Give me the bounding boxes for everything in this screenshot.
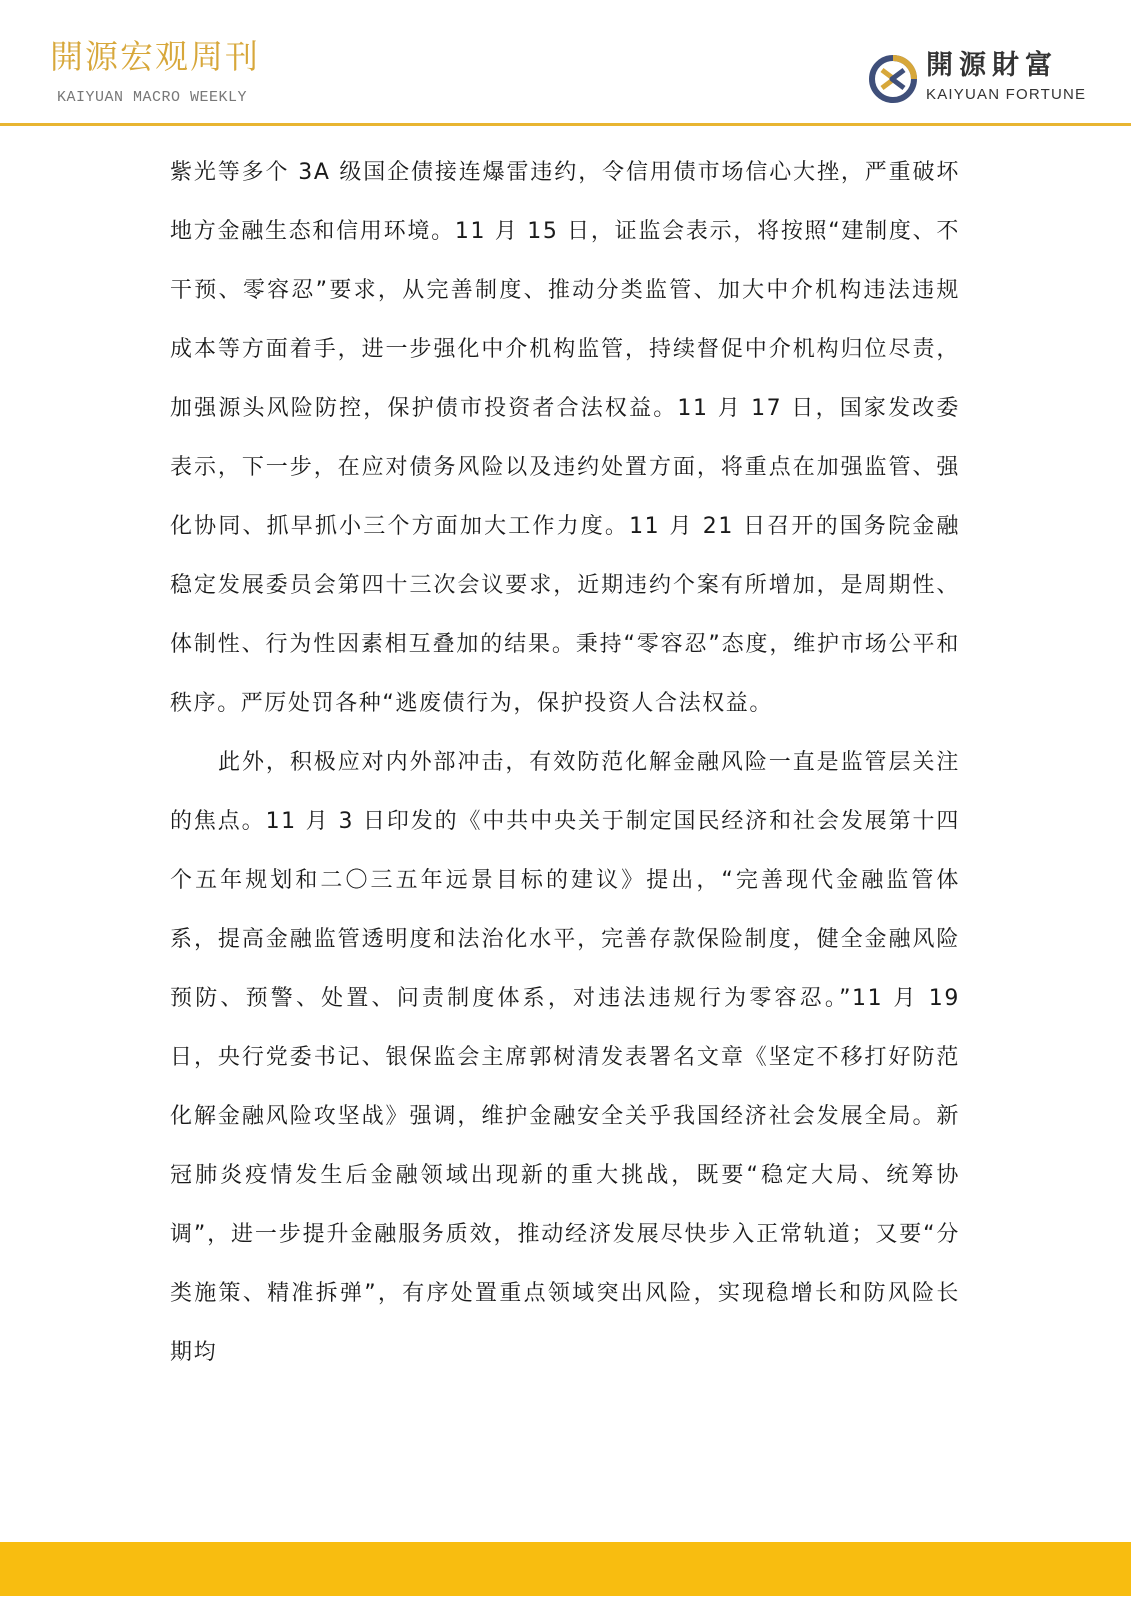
- company-logo: [868, 52, 1118, 108]
- header-divider: [0, 123, 1131, 126]
- article-body: [170, 143, 960, 1382]
- logo-english-name: KAIYUAN FORTUNE: [926, 86, 1087, 103]
- kaiyuan-logo-icon: [868, 54, 918, 104]
- paragraph: 此外，积极应对内外部冲击，有效防范化解金融风险一直是监管层关注的焦点。11 月 3 日印发的《中共中央关于制定国民经济和社会发展第十四个五年规划和二〇三五年远景目标的建议》提出，“完善现代金融监管体系，提高金融监管透明度和法治化水平，完善存款保险制度，健全金融风险预防、预警、处置、问责制度体系，对违法违规行为零容忍。”11 月 19 日，央行党委书记、银保监会主席郭树清发表署名文章《坚定不移打好防范化解金融风险攻坚战》强调，维护金融安全关乎我国经济社会发展全局。新冠肺炎疫情发生后金融领域出现新的重大挑战，既要“稳定大局、统筹协调”，进一步提升金融服务质效，推动经济发展尽快步入正常轨道；又要“分类施策、精准拆弹”，有序处置重点领域突出风险，实现稳增长和防风险长期均: [170, 750, 960, 1365]
- publication-subtitle: KAIYUAN MACRO WEEKLY: [57, 89, 248, 106]
- logo-chinese-name: 開源財富: [926, 50, 1058, 81]
- footer-bar: [0, 1542, 1131, 1596]
- page-header: [0, 0, 1131, 128]
- publication-title: 開源宏观周刊: [50, 37, 260, 76]
- paragraph: 紫光等多个 3A 级国企债接连爆雷违约，令信用债市场信心大挫，严重破坏地方金融生态和信用环境。11 月 15 日，证监会表示，将按照“建制度、不干预、零容忍”要求，从完善制度、推动分类监管、加大中介机构违法违规成本等方面着手，进一步强化中介机构监管，持续督促中介机构归位尽责，加强源头风险防控，保护债市投资者合法权益。11 月 17 日，国家发改委表示，下一步，在应对债务风险以及违约处置方面，将重点在加强监管、强化协同、抓早抓小三个方面加大工作力度。11 月 21 日召开的国务院金融稳定发展委员会第四十三次会议要求，近期违约个案有所增加，是周期性、体制性、行为性因素相互叠加的结果。秉持“零容忍”态度，维护市场公平和秩序。严厉处罚各种“逃废债行为，保护投资人合法权益。: [170, 160, 960, 716]
